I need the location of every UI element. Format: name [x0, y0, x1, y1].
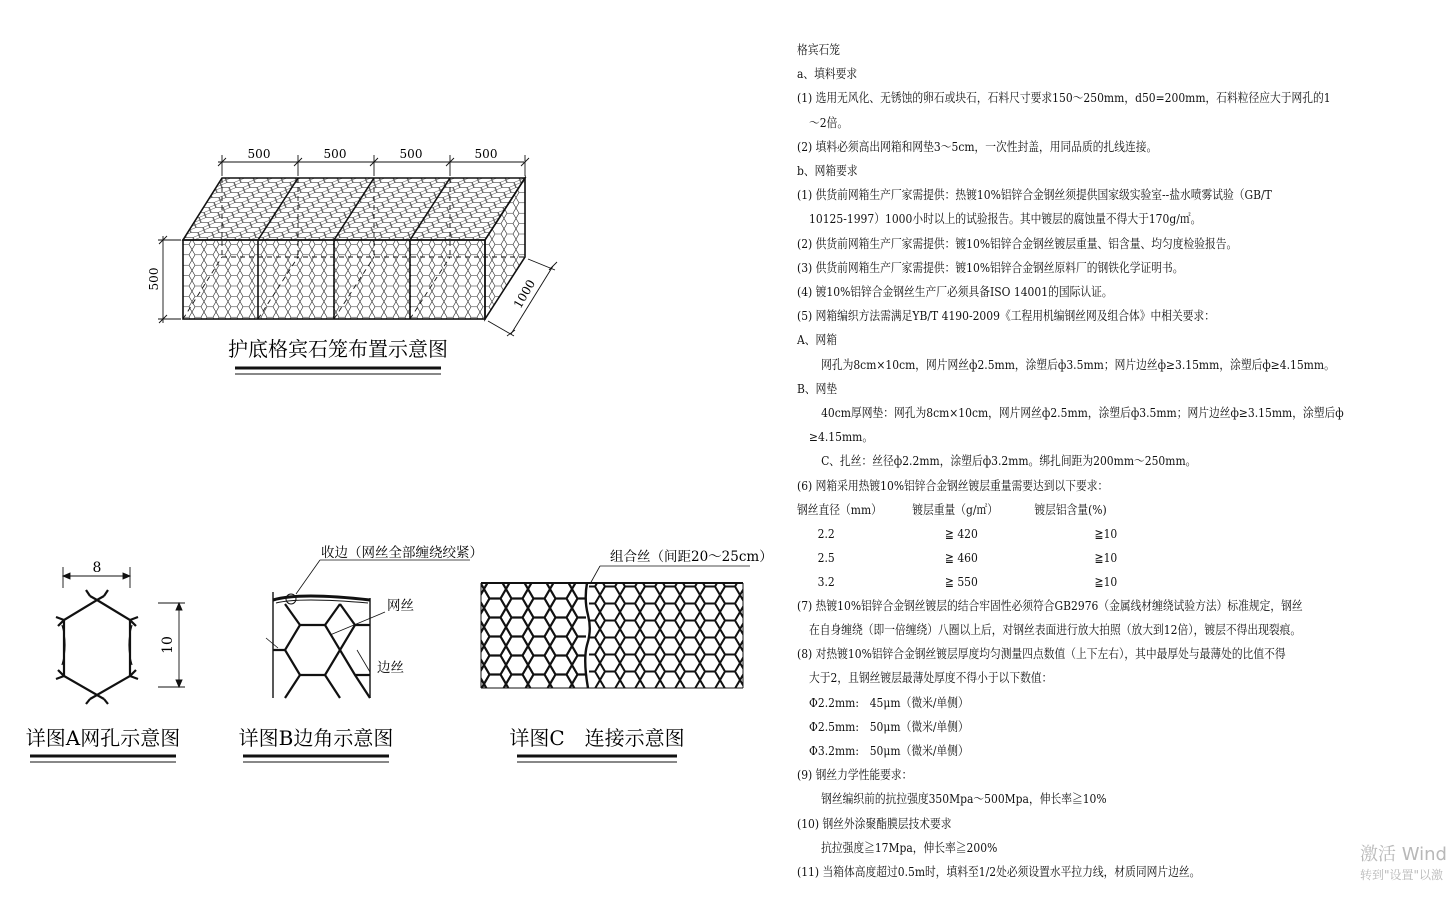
note-line: a、填料要求 — [797, 66, 858, 82]
detail-b-label-edge: 边丝 — [377, 660, 404, 676]
layout-dim-1: 500 — [247, 147, 271, 161]
table-cell: 2.2 — [817, 525, 835, 541]
layout-title: 护底格宾石笼布置示意图 — [228, 337, 448, 361]
note-line: A、网箱 — [797, 332, 838, 348]
note-line: ≥4.15mm。 — [809, 429, 874, 445]
note-line: 网孔为8cm×10cm，网片网丝ф2.5mm，涂塑后ф3.5mm；网片边丝ф≥3.15mm，涂塑后ф≥4.15mm。 — [821, 356, 1335, 372]
note-line: 在自身缠绕（即一倍缠绕）八圈以上后，对钢丝表面进行放大拍照（放大到12倍），镀层不得出现裂痕。 — [809, 622, 1302, 638]
detail-b-drawing — [239, 544, 483, 762]
note-line: (1) 供货前网箱生产厂家需提供：热镀10%铝锌合金钢丝须提供国家级实验室--盐水喷雾试验（GB/T — [797, 187, 1272, 203]
detail-a-drawing — [26, 560, 185, 762]
note-line: (5) 网箱编织方法需满足YB/T 4190-2009《工程用机编钢丝网及组合体》中相关要求： — [797, 308, 1215, 324]
table-header-cell: 镀层铝含量(%) — [1034, 501, 1107, 517]
detail-b-label-mesh: 网丝 — [387, 598, 414, 614]
note-line: (1) 选用无风化、无锈蚀的卵石或块石，石料尺寸要求150～250mm，d50=200mm，石料粒径应大于网孔的1 — [797, 90, 1331, 106]
table-header-cell: 镀层重量（g/㎡） — [912, 501, 998, 517]
note-line: (6) 网箱采用热镀10%铝锌合金钢丝镀层重量需要达到以下要求： — [797, 477, 1109, 493]
note-line: 10125-1997）1000小时以上的试验报告。其中镀层的腐蚀量不得大于170g/㎡。 — [809, 211, 1202, 227]
watermark-line-1: 激活 Wind — [1360, 844, 1447, 865]
note-line: (3) 供货前网箱生产厂家需提供：镀10%铝锌合金钢丝原料厂的钢铁化学证明书。 — [797, 259, 1184, 275]
table-cell: 3.2 — [817, 573, 835, 589]
notes-title: 格宾石笼 — [797, 42, 841, 57]
layout-depth-dim: 1000 — [510, 277, 539, 311]
note-line: B、网垫 — [797, 380, 838, 396]
design-notes — [797, 38, 1347, 884]
detail-a-title: 详图A网孔示意图 — [25, 726, 181, 750]
detail-c-drawing — [481, 549, 773, 762]
note-line: 抗拉强度≧17Mpa，伸长率≧200% — [821, 839, 998, 855]
note-line: (9) 钢丝力学性能要求： — [797, 767, 913, 783]
table-cell: 2.5 — [817, 549, 835, 565]
table-row — [797, 546, 1347, 570]
table-cell: ≧10 — [1094, 573, 1118, 589]
table-cell: ≧ 460 — [944, 549, 978, 565]
note-line: ～2倍。 — [809, 114, 849, 130]
note-line: b、网箱要求 — [797, 163, 858, 179]
note-line: (10) 钢丝外涂聚酯膜层技术要求 — [797, 815, 952, 831]
layout-dim-2: 500 — [323, 147, 347, 161]
table-cell: ≧10 — [1094, 525, 1118, 541]
note-line: (11) 当箱体高度超过0.5m时，填料至1/2处必须设置水平拉力线，材质同网片边丝。 — [797, 864, 1201, 880]
note-line: (4) 镀10%铝锌合金钢丝生产厂必须具备ISO 14001的国际认证。 — [797, 284, 1113, 300]
table-cell: ≧ 420 — [944, 525, 978, 541]
table-row — [797, 522, 1347, 546]
detail-c-label-lacing: 组合丝（间距20～25cm） — [610, 549, 773, 565]
detail-b-title: 详图B边角示意图 — [238, 726, 394, 750]
table-header-cell: 钢丝直径（mm） — [797, 501, 882, 517]
note-line: C、扎丝：丝径ф2.2mm，涂塑后ф3.2mm。绑扎间距为200mm～250mm。 — [821, 453, 1197, 469]
detail-c-title: 详图C 连接示意图 — [509, 726, 685, 750]
watermark-line-2: 转到"设置"以激 — [1360, 868, 1444, 882]
detail-a-width-dim: 8 — [92, 560, 102, 576]
table-cell: ≧10 — [1094, 549, 1118, 565]
note-line: 40cm厚网垫：网孔为8cm×10cm，网片网丝ф2.5mm，涂塑后ф3.5mm；网片边丝ф≥3.15mm，涂塑后ф — [821, 405, 1344, 421]
activation-watermark — [1360, 843, 1447, 883]
gabion-layout-drawing — [147, 147, 560, 374]
detail-a-height-dim: 10 — [160, 636, 176, 654]
detail-b-label-selvage: 收边（网丝全部缠绕绞紧） — [321, 545, 483, 561]
layout-dim-4: 500 — [474, 147, 498, 161]
note-line: (8) 对热镀10%铝锌合金钢丝镀层厚度均匀测量四点数值（上下左右），其中最厚处与最薄处的比值不得 — [797, 646, 1286, 662]
table-cell: ≧ 550 — [944, 573, 978, 589]
layout-dim-3: 500 — [399, 147, 423, 161]
coating-table — [797, 498, 1347, 594]
note-line: (2) 供货前网箱生产厂家需提供：镀10%铝锌合金钢丝镀层重量、铝含量、均匀度检验报告。 — [797, 235, 1238, 251]
note-line: Φ2.2mm: 45μm（微米/单侧） — [809, 694, 969, 710]
note-line: (2) 填料必须高出网箱和网垫3～5cm，一次性封盖，用同品质的扎线连接。 — [797, 138, 1158, 154]
table-row — [797, 570, 1347, 594]
layout-height-dim: 500 — [147, 267, 161, 291]
note-line: 钢丝编织前的抗拉强度350Mpa～500Mpa，伸长率≧10% — [821, 791, 1107, 807]
note-line: 大于2，且钢丝镀层最薄处厚度不得小于以下数值： — [809, 670, 1053, 686]
note-line: Φ2.5mm: 50μm（微米/单侧） — [809, 718, 969, 734]
note-line: (7) 热镀10%铝锌合金钢丝镀层的结合牢固性必须符合GB2976（金属线材缠绕试验方法）标准规定，钢丝 — [797, 597, 1303, 613]
coating-table-header — [797, 498, 1347, 522]
note-line: Φ3.2mm: 50μm（微米/单侧） — [809, 743, 969, 759]
